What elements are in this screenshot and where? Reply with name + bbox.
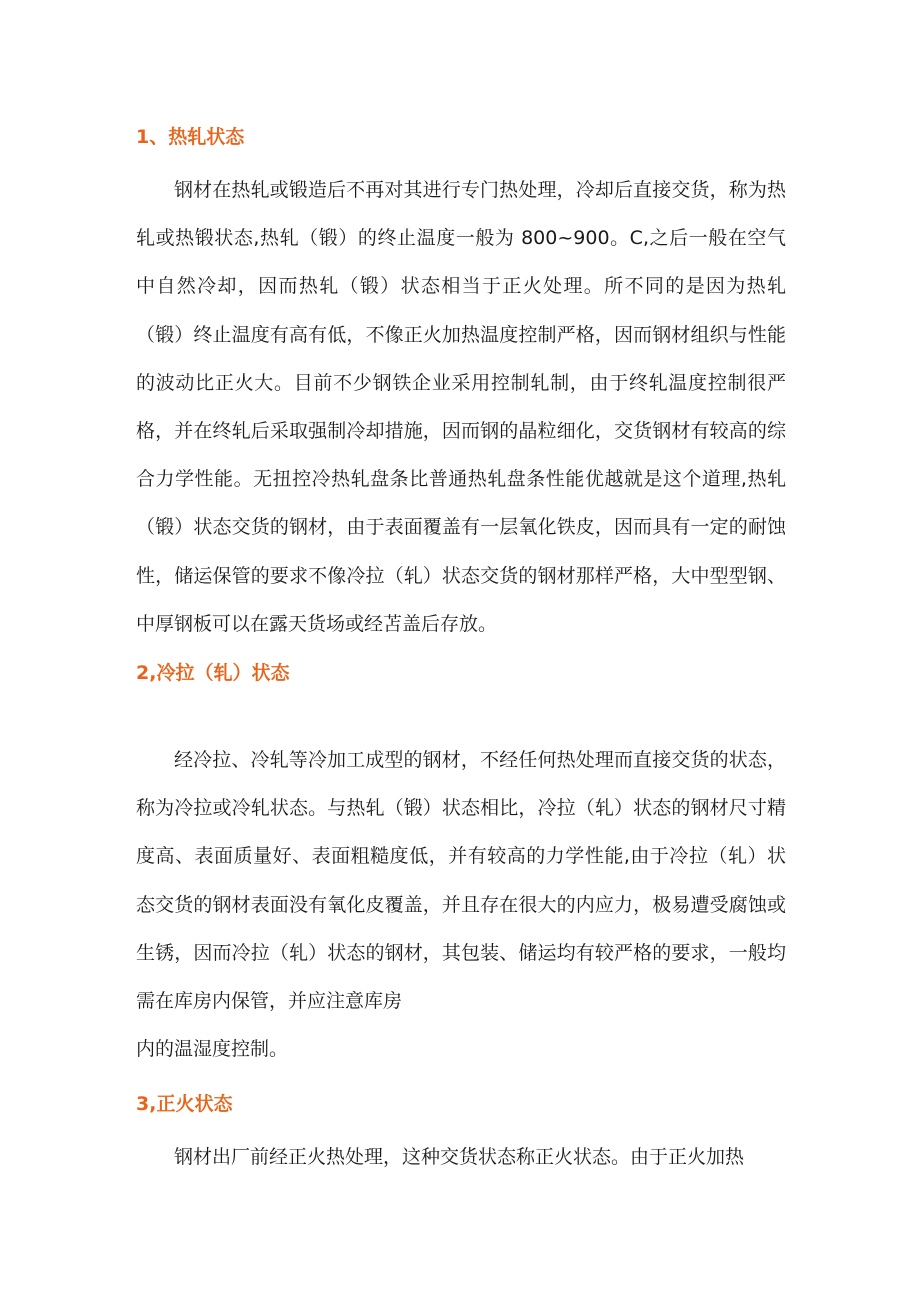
paragraph-cold-drawn: 经冷拉、冷轧等冷加工成型的钢材，不经任何热处理而直接交货的状态，称为冷拉或冷轧状态。与热轧（锻）状态相比，冷拉（轧）状态的钢材尺寸精度高、表面质量好、表面粗糙度低，并有较高的力学性能,由于冷拉（轧）状态交货的钢材表面没有氧化皮覆盖，并且存在很大的内应力，极易遭受腐蚀或生锈，因而冷拉（轧）状态的钢材，其包装、储运均有较严格的要求，一般均需在库房内保管，并应注意库房	[136, 749, 786, 1013]
section-heading-hot-rolled: 1、热轧状态	[136, 126, 245, 148]
document-page	[136, 118, 786, 1182]
paragraph-cold-drawn-continuation: 内的温湿度控制。	[136, 1038, 289, 1061]
paragraph-normalized: 钢材出厂前经正火热处理，这种交货状态称正火状态。由于正火加热	[174, 1146, 745, 1169]
section-heading-normalized: 3,正火状态	[136, 1093, 233, 1116]
section-heading-cold-drawn: 2,冷拉（轧）状态	[136, 662, 290, 685]
paragraph-hot-rolled: 钢材在热轧或锻造后不再对其进行专门热处理，冷却后直接交货，称为热轧或热锻状态,热轧（锻）的终止温度一般为 800~900。C,之后一般在空气中自然冷却，因而热轧（锻）状态相当于正火处理。所不同的是因为热轧（锻）终止温度有高有低，不像正火加热温度控制严格，因而钢材组织与性能的波动比正火大。目前不少钢铁企业采用控制轧制，由于终轧温度控制很严格，并在终轧后采取强制冷却措施，因而钢的晶粒细化，交货钢材有较高的综合力学性能。无扭控冷热轧盘条比普通热轧盘条性能优越就是这个道理,热轧（锻）状态交货的钢材，由于表面覆盖有一层氧化铁皮，因而具有一定的耐蚀性，储运保管的要求不像冷拉（轧）状态交货的钢材那样严格，大中型型钢、中厚钢板可以在露天货场或经苫盖后存放。	[136, 179, 786, 635]
